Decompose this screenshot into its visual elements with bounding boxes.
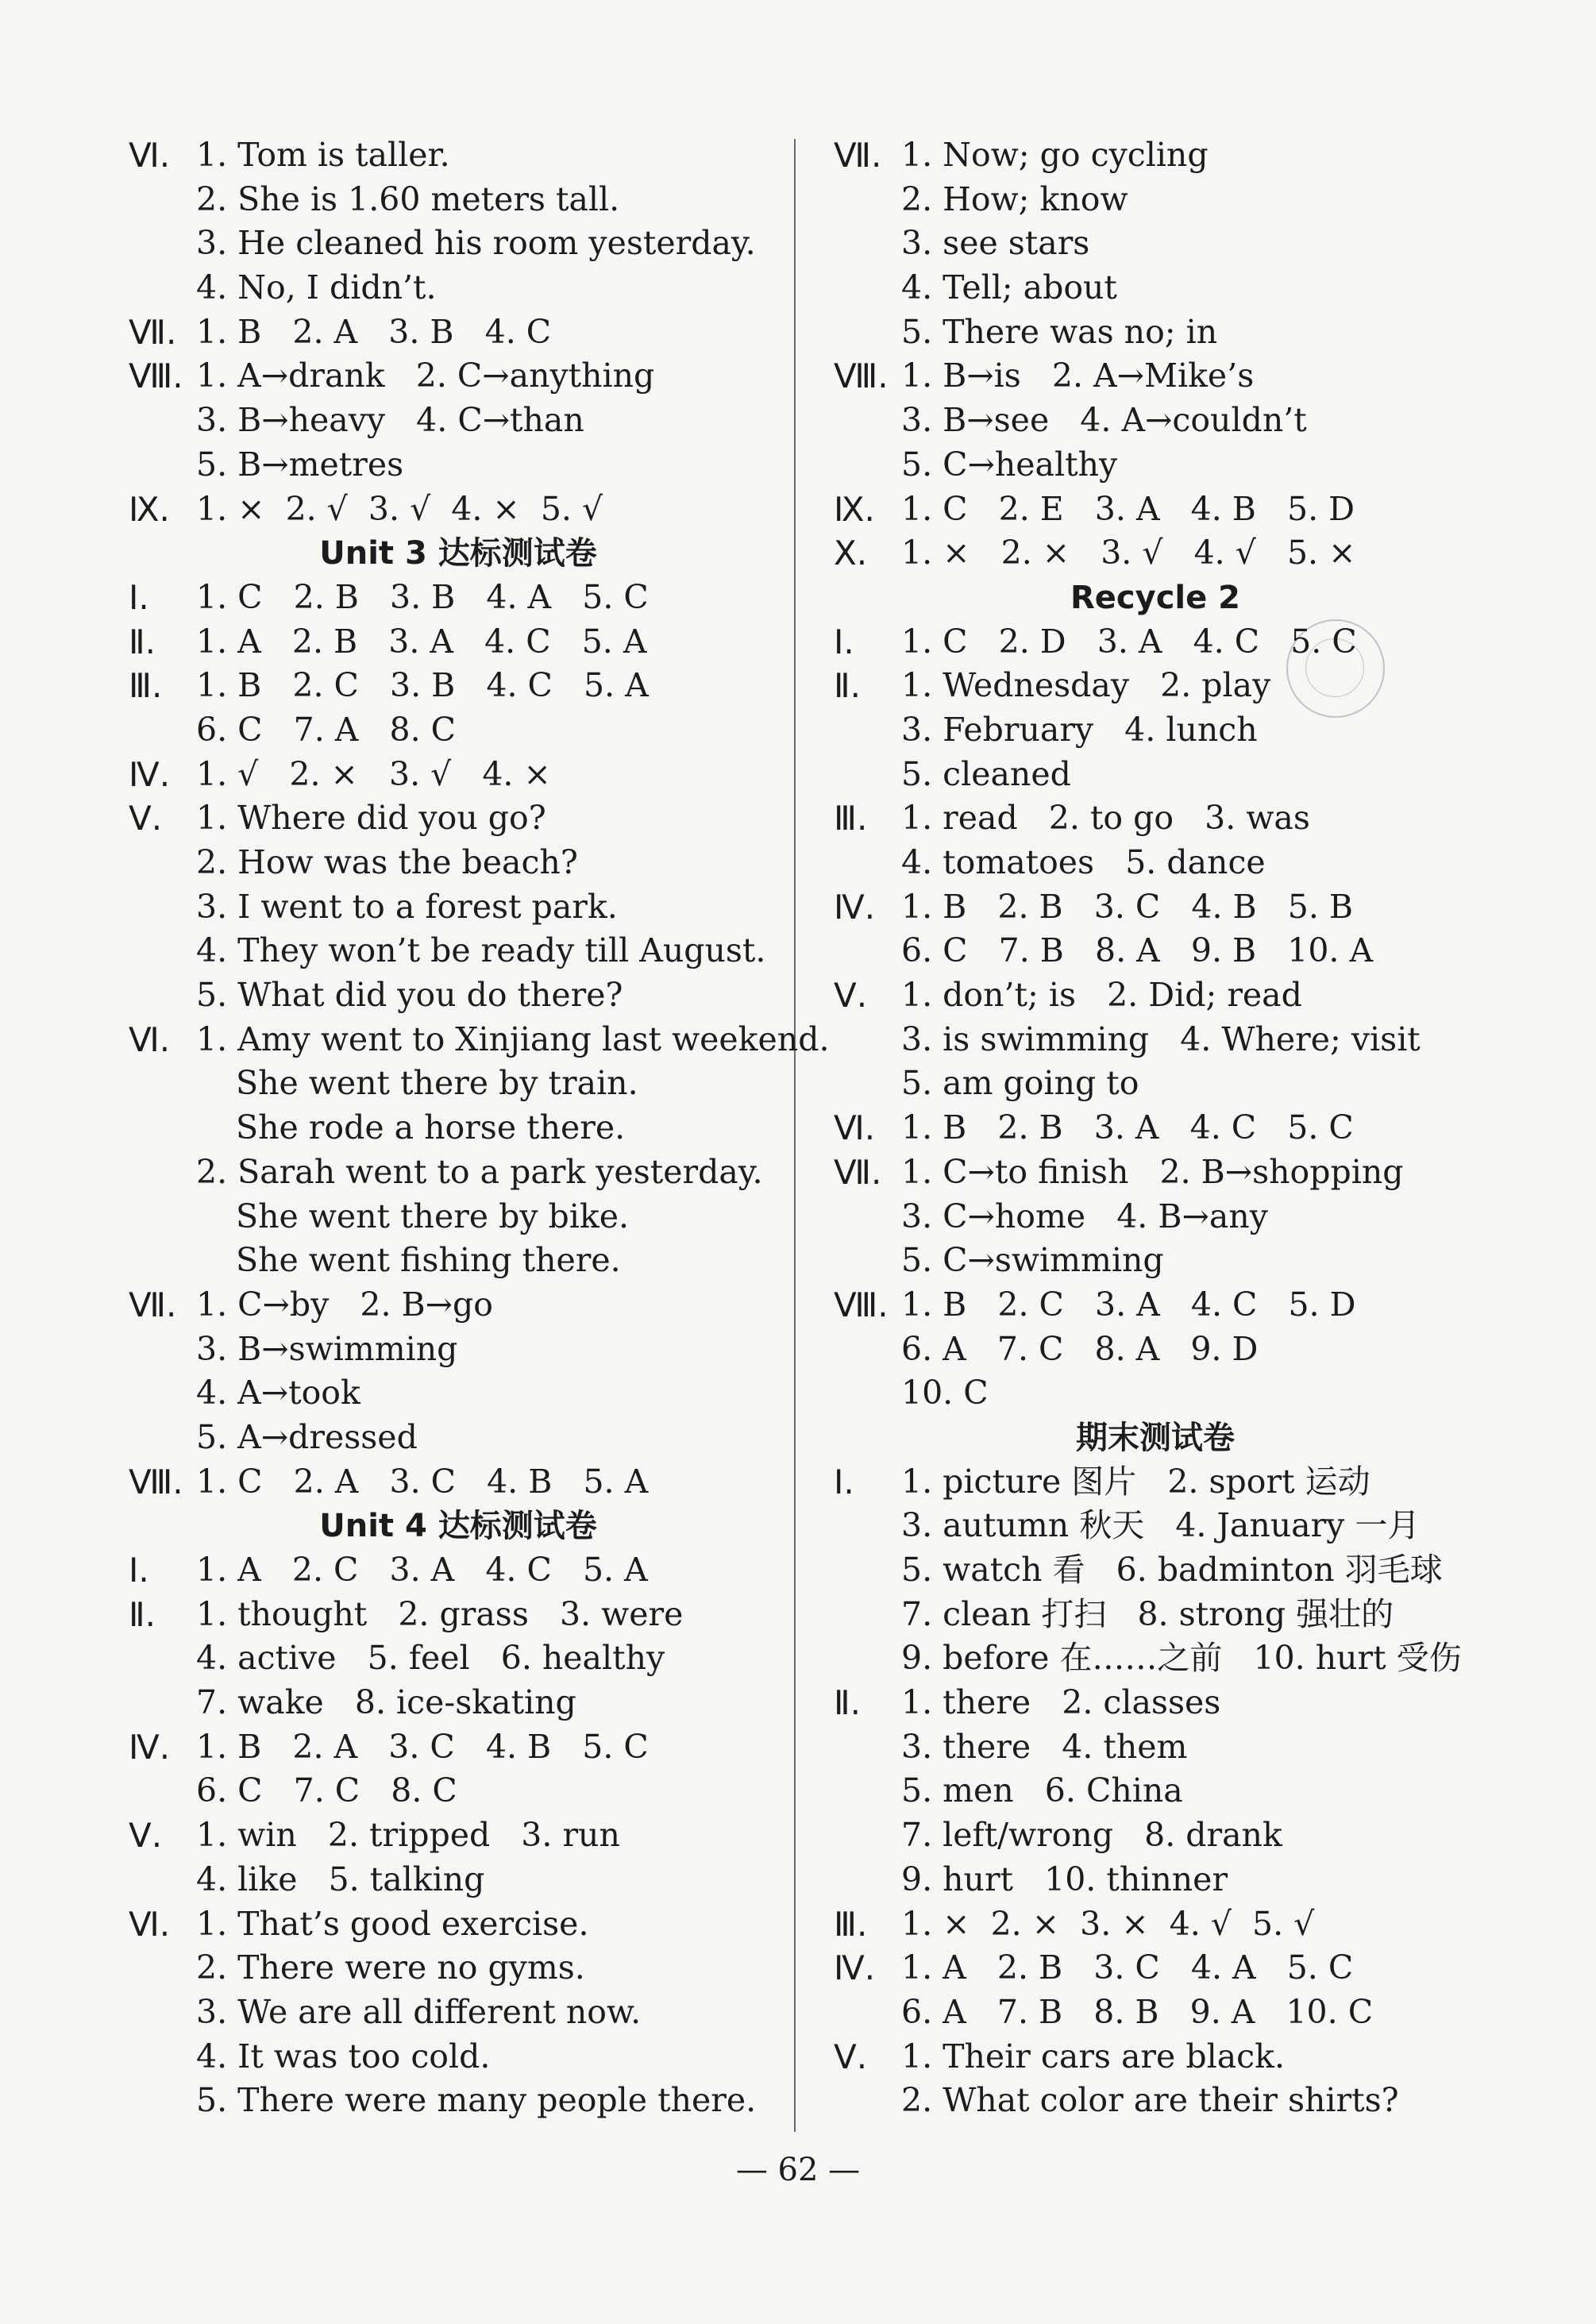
answer-text: 5. cleaned	[901, 754, 1071, 793]
answer-text: 1. C 2. D 3. A 4. C 5. C	[901, 622, 1357, 661]
right-column	[834, 133, 1477, 2123]
answer-text: 1. × 2. × 3. √ 4. √ 5. ×	[901, 534, 1356, 572]
answer-line	[834, 1946, 1477, 1991]
section-title: Unit 3 达标测试卷	[319, 535, 597, 572]
section-heading	[834, 576, 1477, 620]
answer-text: 3. autumn 秋天 4. January 一月	[901, 1506, 1421, 1545]
answer-text: 1. Tom is taller.	[196, 136, 450, 174]
answer-line	[834, 1902, 1477, 1947]
section-title: Unit 4 达标测试卷	[319, 1508, 597, 1545]
answer-line	[834, 1504, 1477, 1548]
answer-text: 1. C 2. A 3. C 4. B 5. A	[196, 1462, 649, 1501]
answer-text: 1. Wednesday 2. play	[901, 666, 1271, 705]
answer-line	[129, 1725, 788, 1770]
section-heading	[129, 1504, 788, 1548]
answer-text: 1. A 2. B 3. C 4. A 5. C	[901, 1948, 1354, 1987]
roman-numeral: Ⅳ.	[834, 1948, 876, 1988]
answer-line	[129, 1062, 788, 1106]
roman-numeral: Ⅱ.	[834, 666, 862, 706]
roman-numeral: Ⅳ.	[129, 1727, 171, 1767]
answer-text: 5. What did you do there?	[196, 976, 623, 1015]
answer-line	[834, 222, 1477, 266]
answer-text: 1. win 2. tripped 3. run	[196, 1816, 620, 1855]
answer-text: 3. February 4. lunch	[901, 710, 1258, 749]
answer-text: 3. is swimming 4. Where; visit	[901, 1019, 1421, 1058]
roman-numeral: Ⅵ.	[129, 1904, 171, 1944]
page-number: — 62 —	[735, 2152, 861, 2188]
answer-line	[834, 1195, 1477, 1239]
roman-numeral: Ⅲ.	[834, 799, 868, 838]
answer-text: 3. B→heavy 4. C→than	[196, 401, 584, 440]
answer-text: 9. before 在……之前 10. hurt 受伤	[901, 1639, 1462, 1678]
answer-line	[129, 1548, 788, 1593]
answer-line	[834, 1548, 1477, 1593]
roman-numeral: Ⅶ.	[834, 1152, 882, 1192]
answer-text: 5. am going to	[901, 1064, 1139, 1103]
answer-text: 1. A 2. C 3. A 4. C 5. A	[196, 1551, 648, 1589]
answer-text: 3. He cleaned his room yesterday.	[196, 224, 756, 263]
answer-text: 1. B 2. C 3. A 4. C 5. D	[901, 1285, 1356, 1324]
answer-line	[129, 885, 788, 930]
answer-line	[129, 1195, 788, 1239]
answer-text: 4. active 5. feel 6. healthy	[196, 1639, 665, 1678]
answer-text: 3. B→swimming	[196, 1329, 458, 1368]
roman-numeral: Ⅱ.	[129, 622, 156, 661]
answer-text: 3. there 4. them	[901, 1727, 1188, 1766]
roman-numeral: Ⅵ.	[129, 136, 171, 175]
answer-text: 3. B→see 4. A→couldn’t	[901, 401, 1307, 440]
answer-line	[834, 1150, 1477, 1195]
answer-line	[834, 1283, 1477, 1328]
answer-text: 10. C	[901, 1374, 989, 1413]
answer-line	[129, 266, 788, 310]
answer-text: She went there by train.	[236, 1064, 638, 1103]
answer-line	[129, 753, 788, 797]
answer-text: 2. She is 1.60 meters tall.	[196, 179, 620, 218]
answer-text: 4. like 5. talking	[196, 1860, 485, 1898]
answer-line	[129, 2035, 788, 2079]
answer-text: 6. C 7. C 8. C	[196, 1771, 457, 1810]
answer-text: 1. B 2. B 3. C 4. B 5. B	[901, 887, 1354, 926]
answer-text: 2. How was the beach?	[196, 843, 578, 881]
answer-line	[129, 310, 788, 355]
roman-numeral: Ⅴ.	[834, 2037, 868, 2076]
answer-line	[834, 1681, 1477, 1725]
answer-text: 5. B→metres	[196, 445, 404, 484]
answer-line	[834, 1371, 1477, 1416]
answer-text: 7. left/wrong 8. drank	[901, 1816, 1282, 1855]
roman-numeral: Ⅴ.	[834, 976, 868, 1016]
answer-text: 1. read 2. to go 3. was	[901, 799, 1310, 838]
answer-line	[834, 178, 1477, 222]
answer-line	[834, 443, 1477, 488]
answer-line	[129, 354, 788, 399]
answer-line	[834, 310, 1477, 355]
answer-text: 1. B 2. B 3. A 4. C 5. C	[901, 1108, 1354, 1147]
roman-numeral: Ⅰ.	[129, 577, 149, 617]
answer-line	[834, 399, 1477, 443]
answer-text: 3. C→home 4. B→any	[901, 1197, 1268, 1235]
answer-text: 5. C→healthy	[901, 445, 1118, 484]
answer-line	[834, 1769, 1477, 1813]
answer-line	[129, 1902, 788, 1947]
answer-line	[129, 1283, 788, 1328]
answer-line	[834, 2079, 1477, 2123]
answer-line	[129, 1813, 788, 1858]
answer-text: 4. Tell; about	[901, 268, 1117, 307]
answer-text: 6. A 7. B 8. B 9. A 10. C	[901, 1992, 1374, 2031]
answer-line	[129, 929, 788, 973]
answer-line	[129, 1946, 788, 1991]
answer-text: She went fishing there.	[236, 1241, 621, 1280]
answer-line	[834, 1106, 1477, 1150]
answer-text: 4. It was too cold.	[196, 2037, 491, 2075]
left-column	[129, 133, 830, 2123]
answer-text: 1. B→is 2. A→Mike’s	[901, 357, 1255, 395]
roman-numeral: Ⅶ.	[129, 1285, 177, 1324]
answer-text: 1. A 2. B 3. A 4. C 5. A	[196, 622, 647, 661]
roman-numeral: Ⅸ.	[834, 489, 875, 529]
roman-numeral: Ⅴ.	[129, 799, 163, 838]
answer-text: 9. hurt 10. thinner	[901, 1860, 1228, 1898]
answer-text: 1. That’s good exercise.	[196, 1904, 589, 1943]
answer-line	[834, 664, 1477, 708]
answer-text: 6. C 7. B 8. A 9. B 10. A	[901, 931, 1374, 970]
answer-text: 1. × 2. √ 3. √ 4. × 5. √	[196, 489, 603, 528]
answer-line	[834, 929, 1477, 973]
answer-text: 1. C 2. B 3. B 4. A 5. C	[196, 577, 649, 616]
answer-line	[129, 1150, 788, 1195]
answer-line	[129, 1106, 788, 1150]
answer-text: 1. C 2. E 3. A 4. B 5. D	[901, 489, 1355, 528]
roman-numeral: Ⅲ.	[834, 1904, 868, 1944]
answer-text: 1. C→by 2. B→go	[196, 1285, 493, 1324]
column-divider	[794, 139, 796, 2132]
answer-text: 5. C→swimming	[901, 1241, 1164, 1280]
section-title: Recycle 2	[1070, 579, 1241, 616]
roman-numeral: Ⅹ.	[834, 534, 868, 573]
answer-text: 3. We are all different now.	[196, 1992, 642, 2031]
answer-text: 7. clean 打扫 8. strong 强壮的	[901, 1594, 1394, 1633]
answer-line	[129, 841, 788, 885]
answer-text: 1. B 2. A 3. C 4. B 5. C	[196, 1727, 649, 1766]
answer-line	[129, 1371, 788, 1416]
answer-text: 3. I went to a forest park.	[196, 887, 618, 926]
answer-line	[834, 1018, 1477, 1062]
answer-line	[834, 1636, 1477, 1681]
answer-line	[129, 178, 788, 222]
answer-line	[129, 1416, 788, 1460]
roman-numeral: Ⅲ.	[129, 666, 163, 706]
answer-line	[834, 620, 1477, 665]
answer-line	[129, 1681, 788, 1725]
answer-text: 5. men 6. China	[901, 1771, 1183, 1810]
answer-line	[129, 620, 788, 665]
answer-text: 6. C 7. A 8. C	[196, 710, 456, 749]
roman-numeral: Ⅶ.	[834, 136, 882, 175]
roman-numeral: Ⅴ.	[129, 1816, 163, 1856]
roman-numeral: Ⅶ.	[129, 312, 177, 352]
answer-text: 1. A→drank 2. C→anything	[196, 357, 655, 395]
answer-text: 1. thought 2. grass 3. were	[196, 1594, 684, 1633]
answer-line	[129, 1593, 788, 1637]
answer-text: 7. wake 8. ice-skating	[196, 1683, 576, 1722]
answer-text: 3. see stars	[901, 224, 1090, 263]
answer-line	[129, 1460, 788, 1505]
answer-text: 1. C→to finish 2. B→shopping	[901, 1152, 1404, 1191]
section-heading	[129, 531, 788, 576]
answer-line	[834, 1858, 1477, 1902]
answer-text: 2. Sarah went to a park yesterday.	[196, 1152, 763, 1191]
section-heading	[834, 1416, 1477, 1460]
answer-line	[834, 1239, 1477, 1283]
answer-line	[834, 973, 1477, 1018]
answer-line	[129, 1239, 788, 1283]
answer-line	[129, 399, 788, 443]
answer-line	[129, 222, 788, 266]
answer-line	[834, 2035, 1477, 2079]
answer-text: 5. watch 看 6. badminton 羽毛球	[901, 1551, 1443, 1589]
answer-line	[129, 708, 788, 753]
answer-line	[834, 753, 1477, 797]
answer-line	[129, 443, 788, 488]
answer-text: 6. A 7. C 8. A 9. D	[901, 1329, 1259, 1368]
answer-text: 1. Amy went to Xinjiang last weekend.	[196, 1019, 830, 1058]
answer-line	[834, 796, 1477, 841]
answer-text: 1. Their cars are black.	[901, 2037, 1285, 2075]
roman-numeral: Ⅳ.	[129, 754, 171, 794]
answer-line	[834, 1328, 1477, 1372]
answer-text: 1. Where did you go?	[196, 799, 546, 838]
roman-numeral: Ⅱ.	[129, 1594, 156, 1634]
answer-line	[129, 973, 788, 1018]
answer-line	[129, 1858, 788, 1902]
answer-text: 4. A→took	[196, 1374, 360, 1413]
answer-line	[129, 576, 788, 620]
answer-text: 5. A→dressed	[196, 1417, 418, 1456]
roman-numeral: Ⅷ.	[129, 1462, 183, 1501]
roman-numeral: Ⅱ.	[834, 1683, 862, 1723]
answer-text: 4. tomatoes 5. dance	[901, 843, 1266, 881]
answer-text: 5. There were many people there.	[196, 2081, 757, 2120]
answer-text: 1. there 2. classes	[901, 1683, 1221, 1722]
answer-text: 1. × 2. × 3. × 4. √ 5. √	[901, 1904, 1315, 1943]
answer-line	[834, 354, 1477, 399]
answer-line	[834, 133, 1477, 178]
answer-line	[834, 266, 1477, 310]
answer-line	[834, 531, 1477, 576]
answer-text: 2. What color are their shirts?	[901, 2081, 1399, 2120]
answer-line	[834, 885, 1477, 930]
roman-numeral: Ⅰ.	[129, 1551, 149, 1590]
answer-text: She rode a horse there.	[236, 1108, 626, 1147]
answer-line	[129, 664, 788, 708]
answer-line	[834, 708, 1477, 753]
answer-line	[834, 1062, 1477, 1106]
answer-line	[129, 2079, 788, 2123]
roman-numeral: Ⅸ.	[129, 489, 170, 529]
answer-text: 4. No, I didn’t.	[196, 268, 437, 307]
answer-line	[834, 841, 1477, 885]
answer-line	[834, 1460, 1477, 1505]
answer-line	[129, 1328, 788, 1372]
roman-numeral: Ⅵ.	[129, 1019, 171, 1059]
answer-text: 1. don’t; is 2. Did; read	[901, 976, 1302, 1015]
roman-numeral: Ⅰ.	[834, 1462, 854, 1501]
roman-numeral: Ⅳ.	[834, 887, 876, 927]
roman-numeral: Ⅷ.	[834, 357, 889, 396]
answer-line	[834, 1991, 1477, 2035]
answer-text: 2. There were no gyms.	[196, 1948, 585, 1987]
roman-numeral: Ⅷ.	[834, 1285, 889, 1324]
answer-line	[834, 488, 1477, 532]
answer-line	[129, 1018, 830, 1062]
answer-text: 1. B 2. A 3. B 4. C	[196, 312, 552, 351]
answer-line	[834, 1813, 1477, 1858]
answer-line	[834, 1725, 1477, 1770]
answer-line	[129, 133, 788, 178]
answer-text: 1. B 2. C 3. B 4. C 5. A	[196, 666, 649, 705]
section-title: 期末测试卷	[1076, 1419, 1235, 1456]
answer-text: She went there by bike.	[236, 1197, 630, 1235]
answer-text: 5. There was no; in	[901, 312, 1218, 351]
roman-numeral: Ⅰ.	[834, 622, 854, 661]
answer-line	[129, 1991, 788, 2035]
answer-line	[129, 1769, 788, 1813]
roman-numeral: Ⅵ.	[834, 1108, 876, 1148]
answer-text: 1. Now; go cycling	[901, 136, 1209, 174]
answer-text: 1. √ 2. × 3. √ 4. ×	[196, 754, 551, 793]
answer-text: 2. How; know	[901, 179, 1128, 218]
roman-numeral: Ⅷ.	[129, 357, 183, 396]
answer-line	[129, 488, 788, 532]
answer-line	[129, 1636, 788, 1681]
answer-line	[129, 796, 788, 841]
answer-text: 4. They won’t be ready till August.	[196, 931, 766, 970]
answer-line	[834, 1593, 1477, 1637]
answer-text: 1. picture 图片 2. sport 运动	[901, 1462, 1370, 1501]
